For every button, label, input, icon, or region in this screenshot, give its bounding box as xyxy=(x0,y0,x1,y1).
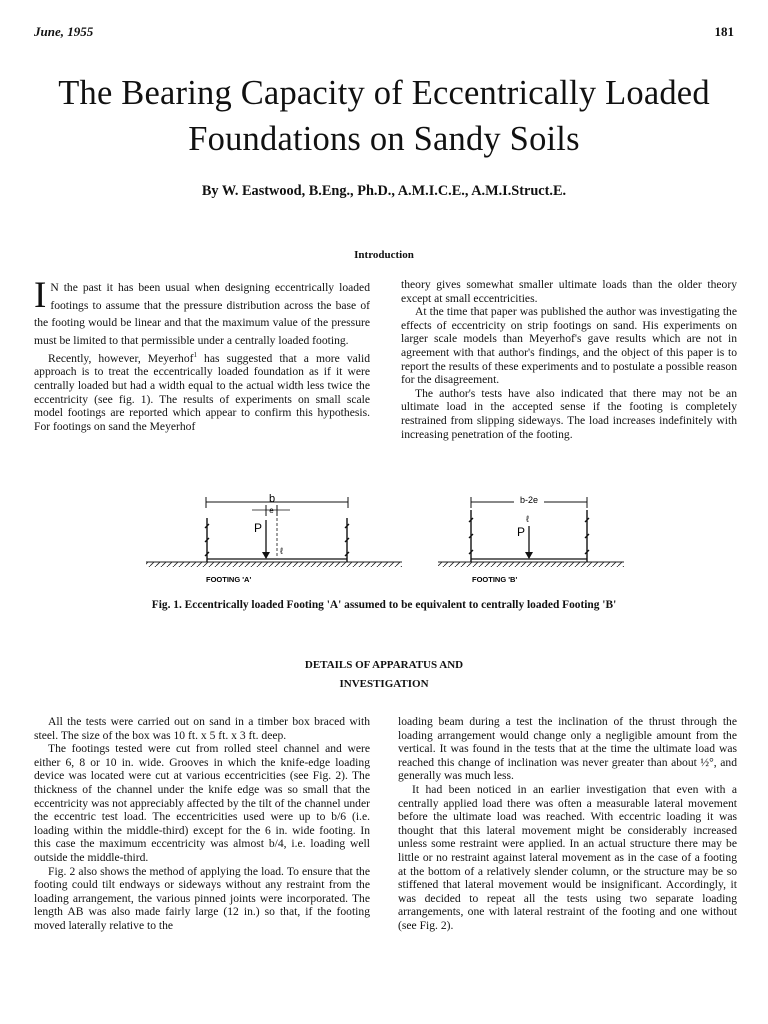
details-paragraph-4: loading beam during a test the inclination of the thrust through the loading arrangement would change only a negligible amount from the vertical. It was found in the tests that at the time the ultimate load was reached this change of inclination was never greater than about ½°, and generally was much less. xyxy=(398,715,737,783)
centerline-symbol-a: ℓ xyxy=(280,546,283,556)
details-column-right xyxy=(398,715,737,933)
intro-paragraph-2: Recently, however, Meyerhof$^1$ has suggested that a more valid approach is to treat the eccentrically loaded foundation as if it were centrally loaded but had a width equal to the actual width less twice the eccentricity (see fig. 1). The results of experiments on small scale model footings are reported which appear to confirm this hypothesis. For footings on sand the Meyerhof xyxy=(34,351,370,433)
details-paragraph-2: The footings tested were cut from rolled steel channel and were either 6, 8 or 10 in. wide. Grooves in which the knife-edge loading device was located were cut at various eccentricities (see Fig. 2). The thickness of the channel under the knife edge was so small that the eccentricity was not appreciably affected by the tilt of the channel under the eccentric test load. The eccentricities used were up to b/6 (i.e. loading within the middle-third) except for the 6 in. wide footing. In this case the maximum eccentricity was almost b/4, i.e. loading well outside the middle-third. xyxy=(34,742,370,864)
load-label-b: P xyxy=(516,525,526,539)
page-number: 181 xyxy=(714,24,734,39)
intro-paragraph-5: The author's tests have also indicated that there may not be an ultimate load in the accepted sense if the footing is completely restrained from slipping sideways. The load increases indefinitely with increasing penetration of the footing. xyxy=(401,386,737,441)
details-paragraph-5: It had been noticed in an earlier investigation that even with a centrally applied load there was often a measurable lateral movement before the ultimate load was reached. With eccentric loading it was thought that this lateral movement might be considerably increased unless some restraint were applied. In an actual structure there may be little or no restraint against lateral movement as in the case of a footing at the bottom of a relatively slender column, or the structure may be so stiffened that lateral movement would be insignificant. Accordingly, it was decided to repeat all the tests using two separate loading arrangements, one with lateral restraint of the footing and one without (see Fig. 2). xyxy=(398,782,737,932)
ground-hatching-a xyxy=(146,562,402,567)
footing-a-left-wall xyxy=(205,518,209,562)
details-heading xyxy=(0,656,768,694)
details-column-left xyxy=(34,715,370,933)
centerline-symbol-b: ℓ xyxy=(526,514,529,524)
figure-1-diagram xyxy=(0,488,768,588)
footing-b-left-wall xyxy=(469,510,473,562)
footing-b-label: FOOTING 'B' xyxy=(472,575,518,584)
dimension-label-b: b xyxy=(268,493,276,505)
intro-column-right xyxy=(401,278,737,441)
details-heading-line-2: INVESTIGATION xyxy=(339,678,429,690)
footing-a-label: FOOTING 'A' xyxy=(206,575,252,584)
drop-cap: I xyxy=(34,275,47,316)
intro-paragraph-3: theory gives somewhat smaller ultimate loads than the older theory except at small eccentricities. xyxy=(401,278,737,305)
reference-marker: 1 xyxy=(193,351,198,359)
intro-column-left xyxy=(34,275,370,433)
footing-b-right-wall xyxy=(585,510,589,562)
title-line-1: The Bearing Capacity of Eccentrically Loaded xyxy=(58,74,710,112)
dimension-label-e: e xyxy=(269,506,274,515)
ground-hatching-b xyxy=(438,562,624,567)
load-label-a: P xyxy=(253,521,263,535)
figure-1-caption: Fig. 1. Eccentrically loaded Footing 'A' assumed to be equivalent to centrally loaded Footing 'B' xyxy=(151,599,617,611)
running-header-date: June, 1955 xyxy=(34,24,94,39)
details-paragraph-3: Fig. 2 also shows the method of applying the load. To ensure that the footing could tilt endways or sideways without any restraint from the loading arrangement, the various pinned joints were incorporated. The length AB was also made fairly large (12 in.) so that, if the footing moved laterally relative to the xyxy=(34,864,370,932)
author-line: By W. Eastwood, B.Eng., Ph.D., A.M.I.C.E., A.M.I.Struct.E. xyxy=(201,183,567,199)
footing-a-drawing xyxy=(146,493,402,584)
details-paragraph-1: All the tests were carried out on sand in a timber box braced with steel. The size of the box was 10 ft. x 5 ft. x 3 ft. deep. xyxy=(34,715,370,742)
intro-paragraph-4: At the time that paper was published the author was investigating the effects of eccentricity on strip footings on sand. His experiments on larger scale models than Meyerhof's gave results which are not in agreement with that author's findings, and the object of this paper is to report the results of these experiments and to postulate a possible reason for the disagreement. xyxy=(401,305,737,387)
introduction-heading: Introduction xyxy=(354,249,414,261)
intro-paragraph-1: I N the past it has been usual when designing eccentrically loaded footings to assume that the pressure distribution across the base of the footing would be linear and that the maximum value of the pressure must be limited to that permissible under a centrally loaded footing. xyxy=(34,275,370,347)
dimension-label-b2e: b-2e xyxy=(519,495,539,505)
footing-a-right-wall xyxy=(345,518,349,562)
paper-title xyxy=(0,70,768,162)
title-line-2: Foundations on Sandy Soils xyxy=(188,120,580,158)
details-heading-line-1: DETAILS OF APPARATUS AND xyxy=(304,659,464,671)
footing-b-drawing xyxy=(438,494,624,584)
